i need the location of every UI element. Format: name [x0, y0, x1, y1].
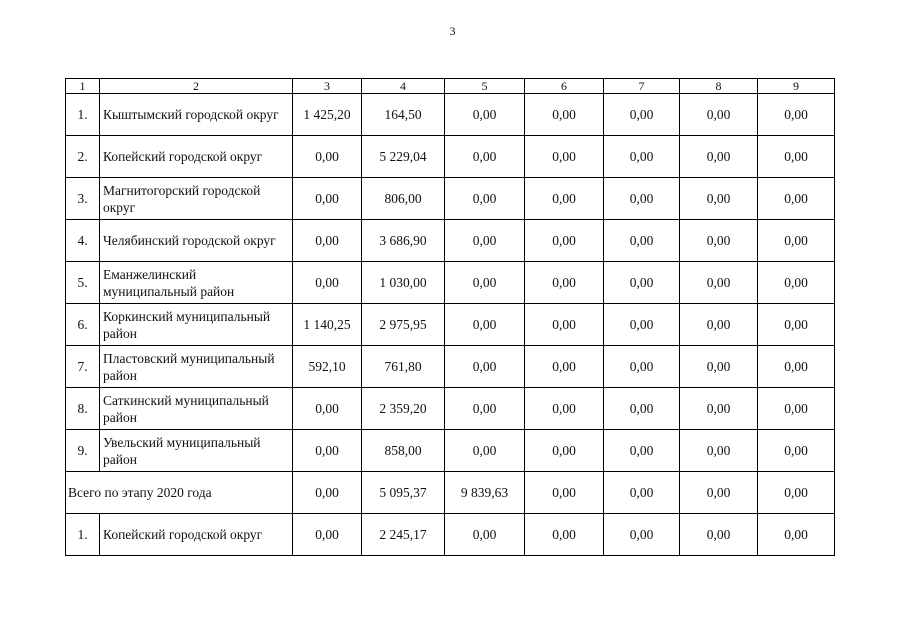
- value-cell: 0,00: [604, 136, 680, 178]
- total-value-cell: 9 839,63: [445, 472, 525, 514]
- value-cell: 0,00: [293, 514, 362, 556]
- value-cell: 0,00: [445, 220, 525, 262]
- row-number-cell: 9.: [66, 430, 100, 472]
- value-cell: 0,00: [604, 178, 680, 220]
- value-cell: 0,00: [758, 136, 835, 178]
- municipality-name-cell: Копейский городской округ: [100, 136, 293, 178]
- table-row: [66, 430, 835, 472]
- value-cell: 0,00: [525, 94, 604, 136]
- table-row: [66, 346, 835, 388]
- total-row: [66, 472, 835, 514]
- value-cell: 0,00: [604, 304, 680, 346]
- row-number-cell: 7.: [66, 346, 100, 388]
- value-cell: 0,00: [293, 136, 362, 178]
- value-cell: 0,00: [525, 178, 604, 220]
- municipality-name-cell: Увельский муниципальный район: [100, 430, 293, 472]
- column-number-cell: 6: [525, 79, 604, 94]
- value-cell: 0,00: [525, 262, 604, 304]
- row-number-cell: 5.: [66, 262, 100, 304]
- data-table: [65, 78, 835, 556]
- value-cell: 0,00: [680, 514, 758, 556]
- value-cell: 0,00: [680, 346, 758, 388]
- total-value-cell: 0,00: [293, 472, 362, 514]
- row-number-cell: 3.: [66, 178, 100, 220]
- value-cell: 0,00: [680, 178, 758, 220]
- value-cell: 0,00: [293, 388, 362, 430]
- value-cell: 0,00: [445, 346, 525, 388]
- column-number-cell: 8: [680, 79, 758, 94]
- value-cell: 0,00: [445, 178, 525, 220]
- column-number-cell: 4: [362, 79, 445, 94]
- municipality-name-cell: Магнитогорский городской округ: [100, 178, 293, 220]
- value-cell: 0,00: [525, 346, 604, 388]
- value-cell: 164,50: [362, 94, 445, 136]
- row-number-cell: 1.: [66, 514, 100, 556]
- table-row: [66, 136, 835, 178]
- value-cell: 3 686,90: [362, 220, 445, 262]
- value-cell: 0,00: [758, 94, 835, 136]
- value-cell: 0,00: [680, 430, 758, 472]
- value-cell: 0,00: [758, 514, 835, 556]
- value-cell: 0,00: [604, 94, 680, 136]
- value-cell: 0,00: [293, 220, 362, 262]
- value-cell: 0,00: [758, 388, 835, 430]
- value-cell: 0,00: [758, 262, 835, 304]
- column-number-cell: 9: [758, 79, 835, 94]
- municipality-name-cell: Коркинский муниципальный район: [100, 304, 293, 346]
- total-value-cell: 0,00: [604, 472, 680, 514]
- value-cell: 0,00: [680, 220, 758, 262]
- municipality-name-cell: Кыштымский городской округ: [100, 94, 293, 136]
- table-row: [66, 262, 835, 304]
- table-row: [66, 514, 835, 556]
- value-cell: 1 140,25: [293, 304, 362, 346]
- column-number-cell: 3: [293, 79, 362, 94]
- value-cell: 0,00: [680, 136, 758, 178]
- total-value-cell: 0,00: [758, 472, 835, 514]
- value-cell: 0,00: [293, 178, 362, 220]
- municipality-name-cell: Саткинский муниципальный район: [100, 388, 293, 430]
- column-number-cell: 7: [604, 79, 680, 94]
- value-cell: 0,00: [445, 514, 525, 556]
- value-cell: 0,00: [525, 514, 604, 556]
- value-cell: 0,00: [680, 304, 758, 346]
- value-cell: 0,00: [445, 262, 525, 304]
- value-cell: 0,00: [604, 262, 680, 304]
- value-cell: 0,00: [445, 94, 525, 136]
- value-cell: 0,00: [604, 430, 680, 472]
- municipality-name-cell: Пластовский муниципальный район: [100, 346, 293, 388]
- value-cell: 806,00: [362, 178, 445, 220]
- value-cell: 2 245,17: [362, 514, 445, 556]
- column-number-cell: 5: [445, 79, 525, 94]
- value-cell: 0,00: [293, 262, 362, 304]
- value-cell: 0,00: [525, 220, 604, 262]
- value-cell: 0,00: [445, 388, 525, 430]
- value-cell: 0,00: [525, 136, 604, 178]
- value-cell: 592,10: [293, 346, 362, 388]
- value-cell: 0,00: [758, 346, 835, 388]
- row-number-cell: 8.: [66, 388, 100, 430]
- table-row: [66, 94, 835, 136]
- row-number-cell: 6.: [66, 304, 100, 346]
- value-cell: 1 030,00: [362, 262, 445, 304]
- table-row: [66, 388, 835, 430]
- value-cell: 0,00: [445, 304, 525, 346]
- value-cell: 0,00: [758, 430, 835, 472]
- header-row: [66, 79, 835, 94]
- column-number-cell: 1: [66, 79, 100, 94]
- value-cell: 761,80: [362, 346, 445, 388]
- total-value-cell: 0,00: [680, 472, 758, 514]
- value-cell: 0,00: [525, 430, 604, 472]
- value-cell: 0,00: [445, 136, 525, 178]
- value-cell: 0,00: [604, 388, 680, 430]
- table-row: [66, 178, 835, 220]
- value-cell: 858,00: [362, 430, 445, 472]
- value-cell: 0,00: [293, 430, 362, 472]
- value-cell: 0,00: [680, 94, 758, 136]
- page-number: 3: [449, 24, 456, 38]
- value-cell: 0,00: [758, 220, 835, 262]
- row-number-cell: 2.: [66, 136, 100, 178]
- value-cell: 0,00: [525, 304, 604, 346]
- municipality-name-cell: Челябинский городской округ: [100, 220, 293, 262]
- value-cell: 5 229,04: [362, 136, 445, 178]
- value-cell: 0,00: [525, 388, 604, 430]
- municipality-name-cell: Копейский городской округ: [100, 514, 293, 556]
- total-label-cell: Всего по этапу 2020 года: [66, 472, 293, 514]
- value-cell: 2 359,20: [362, 388, 445, 430]
- value-cell: 1 425,20: [293, 94, 362, 136]
- column-number-cell: 2: [100, 79, 293, 94]
- value-cell: 0,00: [445, 430, 525, 472]
- total-value-cell: 5 095,37: [362, 472, 445, 514]
- value-cell: 0,00: [604, 514, 680, 556]
- value-cell: 2 975,95: [362, 304, 445, 346]
- table-row: [66, 220, 835, 262]
- row-number-cell: 4.: [66, 220, 100, 262]
- value-cell: 0,00: [758, 304, 835, 346]
- value-cell: 0,00: [680, 262, 758, 304]
- value-cell: 0,00: [680, 388, 758, 430]
- municipality-name-cell: Еманжелинский муниципальный район: [100, 262, 293, 304]
- value-cell: 0,00: [604, 346, 680, 388]
- value-cell: 0,00: [604, 220, 680, 262]
- total-value-cell: 0,00: [525, 472, 604, 514]
- value-cell: 0,00: [758, 178, 835, 220]
- row-number-cell: 1.: [66, 94, 100, 136]
- table-row: [66, 304, 835, 346]
